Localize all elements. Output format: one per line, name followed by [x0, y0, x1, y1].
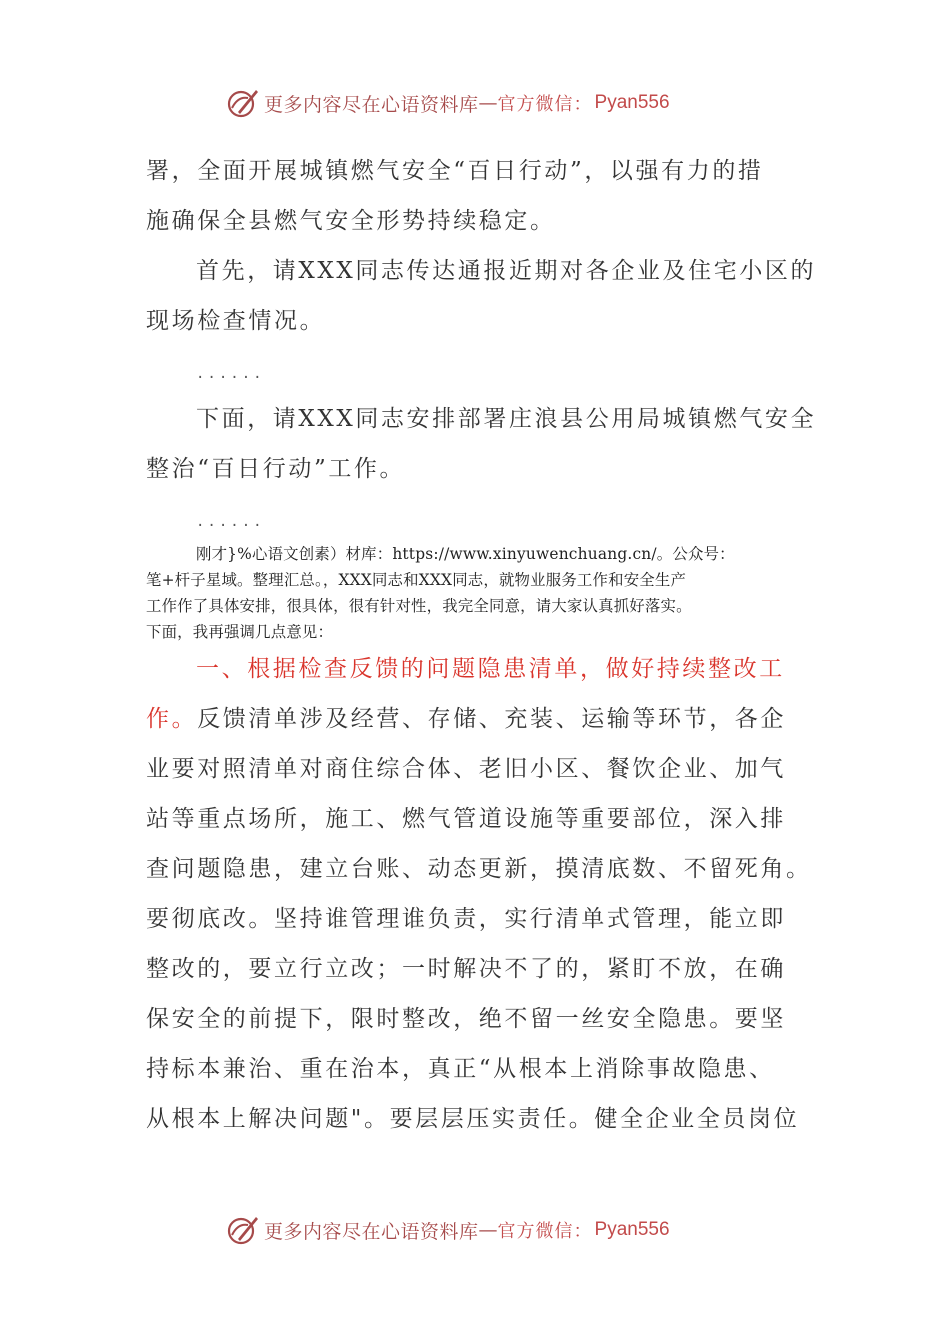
paragraph-line: 持标本兼治、重在治本，真正“从根本上消除事故隐患、 — [146, 1056, 775, 1082]
paragraph-line: 施确保全县燃气安全形势持续稳定。 — [146, 208, 556, 234]
ellipsis: ...... — [196, 366, 265, 382]
section-heading: 一、根据检查反馈的问题隐患清单，做好持续整改工 — [196, 656, 785, 682]
paragraph-line: 业要对照清单对商住综合体、老旧小区、餐饮企业、加气 — [146, 756, 786, 782]
banner-wechat-label: 官方微信： — [497, 1221, 593, 1242]
banner-dash: — — [478, 92, 498, 114]
paragraph-line: 查问题隐患，建立台账、动态更新，摸清底数、不留死角。 — [146, 856, 812, 882]
paragraph-line: 保安全的前提下，限时整改，绝不留一丝安全隐患。要坚 — [146, 1006, 786, 1032]
footer-banner — [226, 1212, 746, 1248]
paragraph-line: 站等重点场所，施工、燃气管道设施等重要部位，深入排 — [146, 806, 786, 832]
paragraph-line: 从根本上解决问题"。要层层压实责任。健全企业全员岗位 — [146, 1106, 800, 1132]
banner-wechat-id: Pyan556 — [594, 1219, 670, 1240]
header-banner — [226, 85, 746, 121]
banner-dash: — — [478, 1219, 498, 1241]
pen-logo-icon — [226, 86, 260, 120]
paragraph-text: 反馈清单涉及经营、存储、充装、运输等环节，各企 — [197, 706, 787, 732]
paragraph-line — [146, 694, 810, 744]
paragraph-line: 署，全面开展城镇燃气安全“百日行动”，以强有力的措 — [146, 158, 764, 184]
small-text-line: 下面，我再强调几点意见： — [146, 623, 334, 641]
small-text-line: 笔+杆子星域。整理汇总。，XXX同志和XXX同志，就物业服务工作和安全生产 — [146, 571, 687, 589]
banner-wechat-label: 官方微信： — [497, 94, 593, 115]
ellipsis: ...... — [196, 514, 265, 530]
small-text-line: 刚才}%心语文创素）材库：https://www.xinyuwenchuang.cn/。公众号： — [196, 545, 735, 563]
banner-wechat-id: Pyan556 — [594, 92, 670, 113]
pen-logo-icon — [226, 1213, 260, 1247]
paragraph-line: 整治“百日行动”工作。 — [146, 456, 406, 482]
banner-main-text: 更多内容尽在心语资料库 — [264, 93, 479, 116]
paragraph-line: 要彻底改。坚持谁管理谁负责，实行清单式管理，能立即 — [146, 906, 786, 932]
banner-main-text: 更多内容尽在心语资料库 — [264, 1220, 479, 1243]
paragraph-line: 现场检查情况。 — [146, 308, 326, 334]
paragraph-line: 整改的，要立行立改；一时解决不了的，紧盯不放，在确 — [146, 956, 786, 982]
section-heading-end: 作。 — [146, 706, 198, 732]
paragraph-line: 首先，请XXX同志传达通报近期对各企业及住宅小区的 — [196, 258, 817, 284]
small-text-line: 工作作了具体安排，很具体，很有针对性，我完全同意，请大家认真抓好落实。 — [146, 597, 692, 615]
paragraph-line: 下面，请XXX同志安排部署庄浪县公用局城镇燃气安全 — [196, 406, 817, 432]
